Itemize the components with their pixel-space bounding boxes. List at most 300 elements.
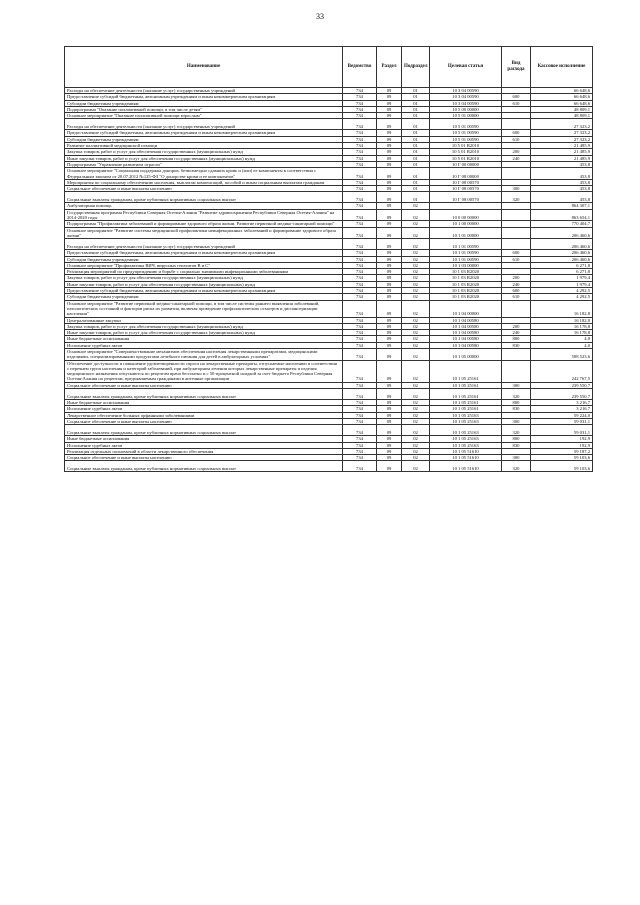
cell-ved: 734 bbox=[343, 412, 377, 418]
cell-sum: 48 809,1 bbox=[531, 113, 593, 119]
cell-vr: 600 bbox=[502, 130, 531, 136]
cell-sum: 21 485,9 bbox=[531, 143, 593, 149]
cell-csr: 10 5 01 00590 bbox=[430, 119, 502, 130]
cell-name: Государственная программа Республики Северная Осетия-Алания "Развитие здравоохранения Республики Северная Осетия-Алания" на 2014-2020 годы bbox=[65, 209, 343, 221]
cell-name: Предоставление субсидий бюджетным, автономным учреждениям и иным некоммерческим организациям bbox=[65, 94, 343, 100]
cell-sum: 59 103,6 bbox=[531, 455, 593, 461]
cell-name: Централизованные закупки bbox=[65, 317, 343, 323]
cell-csr: 10 1 01 00590 bbox=[430, 239, 502, 250]
cell-podrazdel: 02 bbox=[402, 288, 430, 294]
cell-name: Социальное обеспечение и иные выплаты населению bbox=[65, 455, 343, 461]
cell-sum: 3 216,7 bbox=[531, 406, 593, 412]
cell-podrazdel: 02 bbox=[402, 300, 430, 317]
cell-csr: 10 1 03 R2020 bbox=[430, 294, 502, 300]
cell-csr: 10 5 01 R2010 bbox=[430, 149, 502, 155]
cell-csr: 10 0 00 00000 bbox=[430, 209, 502, 221]
cell-sum: 16 182,8 bbox=[531, 300, 593, 317]
header-name: Наименование bbox=[65, 47, 343, 88]
cell-razdel: 09 bbox=[377, 186, 402, 192]
cell-sum: 206 460,6 bbox=[531, 227, 593, 239]
cell-ved: 734 bbox=[343, 227, 377, 239]
cell-vr: 600 bbox=[502, 288, 531, 294]
cell-name: Предоставление субсидий бюджетным, автономным учреждениям и иным некоммерческим организациям bbox=[65, 130, 343, 136]
cell-vr: 800 bbox=[502, 436, 531, 442]
cell-podrazdel: 02 bbox=[402, 389, 430, 400]
cell-razdel: 09 bbox=[377, 342, 402, 348]
cell-ved: 734 bbox=[343, 155, 377, 161]
cell-name: Социальные выплаты гражданам, кроме публичных нормативных социальных выплат bbox=[65, 425, 343, 436]
cell-sum: 770 404,7 bbox=[531, 221, 593, 227]
cell-vr: 830 bbox=[502, 406, 531, 412]
cell-sum: 59 103,6 bbox=[531, 461, 593, 472]
cell-ved: 734 bbox=[343, 262, 377, 268]
cell-name: Реализация мероприятий по предупреждению и борьбе с социально значимыми инфекционными заболеваниями bbox=[65, 269, 343, 275]
cell-ved: 734 bbox=[343, 239, 377, 250]
cell-name: Подпрограмма "Профилактика заболеваний и формирование здорового образа жизни. Развитие первичной медико-санитарной помощи" bbox=[65, 221, 343, 227]
cell-razdel: 09 bbox=[377, 382, 402, 388]
cell-sum: 864 307,1 bbox=[531, 203, 593, 209]
cell-sum: 21 485,9 bbox=[531, 149, 593, 155]
cell-podrazdel: 02 bbox=[402, 317, 430, 323]
cell-ved: 734 bbox=[343, 317, 377, 323]
cell-podrazdel: 02 bbox=[402, 406, 430, 412]
cell-razdel: 09 bbox=[377, 250, 402, 256]
table-row bbox=[65, 239, 593, 250]
cell-sum: 4,0 bbox=[531, 342, 593, 348]
header-podrazdel: Подраздел bbox=[402, 47, 430, 88]
cell-ved: 734 bbox=[343, 455, 377, 461]
cell-csr: 10 1 05 00000 bbox=[430, 348, 502, 360]
cell-podrazdel: 01 bbox=[402, 136, 430, 142]
cell-sum: 16 178,8 bbox=[531, 323, 593, 329]
cell-vr: 240 bbox=[502, 281, 531, 287]
cell-name: Субсидии бюджетным учреждениям bbox=[65, 100, 343, 106]
cell-csr: 10 5 01 R2010 bbox=[430, 155, 502, 161]
cell-podrazdel: 01 bbox=[402, 143, 430, 149]
cell-name: Закупка товаров, работ и услуг для обеспечения государственных (муниципальных) нужд bbox=[65, 149, 343, 155]
cell-name: Социальные выплаты гражданам, кроме публичных нормативных социальных выплат bbox=[65, 461, 343, 472]
cell-sum: 66 648,6 bbox=[531, 88, 593, 94]
cell-csr: 10 5 01 00590 bbox=[430, 136, 502, 142]
cell-csr: 10 1 04 00580 bbox=[430, 317, 502, 323]
cell-podrazdel: 01 bbox=[402, 106, 430, 112]
cell-razdel: 09 bbox=[377, 179, 402, 185]
cell-csr: 10 1 05 25163 bbox=[430, 436, 502, 442]
cell-razdel: 09 bbox=[377, 406, 402, 412]
cell-vr: 830 bbox=[502, 442, 531, 448]
cell-razdel: 09 bbox=[377, 300, 402, 317]
header-vr: Вид расхода bbox=[502, 47, 531, 88]
cell-ved: 734 bbox=[343, 436, 377, 442]
cell-name: Реализация отдельных полномочий в области лекарственного обеспечения bbox=[65, 448, 343, 454]
cell-vr: 320 bbox=[502, 389, 531, 400]
cell-razdel: 09 bbox=[377, 119, 402, 130]
cell-podrazdel: 02 bbox=[402, 461, 430, 472]
cell-csr: 10 1 05 25161 bbox=[430, 389, 502, 400]
cell-csr: 10 3 04 00590 bbox=[430, 100, 502, 106]
cell-vr: 800 bbox=[502, 336, 531, 342]
cell-vr bbox=[502, 239, 531, 250]
cell-csr: 10 1 04 00580 bbox=[430, 342, 502, 348]
cell-ved: 734 bbox=[343, 288, 377, 294]
cell-sum: 59 031,1 bbox=[531, 418, 593, 424]
cell-ved: 734 bbox=[343, 256, 377, 262]
cell-razdel: 09 bbox=[377, 227, 402, 239]
cell-csr: 10 1 05 25163 bbox=[430, 412, 502, 418]
cell-razdel: 09 bbox=[377, 461, 402, 472]
cell-razdel: 09 bbox=[377, 239, 402, 250]
cell-sum: 21 485,9 bbox=[531, 155, 593, 161]
cell-name: Основное мероприятие "Социальная поддержка доноров, безвозмездно сдавших кровь и (или) ее компоненты в соответствии с Федеральным законом от 20.07.2012 №125-ФЗ "О донорстве крови и ее компонентов" bbox=[65, 168, 343, 180]
cell-csr: 10 1 03 R2020 bbox=[430, 281, 502, 287]
cell-razdel: 09 bbox=[377, 336, 402, 342]
cell-razdel: 09 bbox=[377, 262, 402, 268]
cell-name: Закупка товаров, работ и услуг для обеспечения государственных (муниципальных) нужд bbox=[65, 323, 343, 329]
cell-razdel: 09 bbox=[377, 400, 402, 406]
cell-sum: 66 648,6 bbox=[531, 94, 593, 100]
cell-ved: 734 bbox=[343, 336, 377, 342]
cell-podrazdel: 02 bbox=[402, 418, 430, 424]
cell-ved: 734 bbox=[343, 179, 377, 185]
cell-name: Предоставление субсидий бюджетным, автономным учреждениям и иным некоммерческим организациям bbox=[65, 250, 343, 256]
cell-sum: 6 271,8 bbox=[531, 269, 593, 275]
cell-ved: 734 bbox=[343, 382, 377, 388]
cell-razdel: 09 bbox=[377, 113, 402, 119]
cell-ved: 734 bbox=[343, 348, 377, 360]
cell-ved: 734 bbox=[343, 221, 377, 227]
cell-vr bbox=[502, 168, 531, 180]
cell-razdel: 09 bbox=[377, 136, 402, 142]
cell-podrazdel: 02 bbox=[402, 250, 430, 256]
cell-razdel: 09 bbox=[377, 455, 402, 461]
cell-csr: 10 1 04 00580 bbox=[430, 330, 502, 336]
cell-ved: 734 bbox=[343, 192, 377, 203]
cell-csr: 10 1 03 R2020 bbox=[430, 288, 502, 294]
cell-csr: 10 1 01 00590 bbox=[430, 250, 502, 256]
cell-csr: 10 1 05 51610 bbox=[430, 461, 502, 472]
cell-sum: 453,8 bbox=[531, 179, 593, 185]
cell-name: Иные бюджетные ассигнования bbox=[65, 436, 343, 442]
cell-razdel: 09 bbox=[377, 389, 402, 400]
cell-csr: 10 1 05 51610 bbox=[430, 455, 502, 461]
cell-vr: 300 bbox=[502, 186, 531, 192]
cell-sum: 206 460,6 bbox=[531, 250, 593, 256]
cell-ved: 734 bbox=[343, 461, 377, 472]
cell-vr bbox=[502, 348, 531, 360]
cell-ved: 734 bbox=[343, 143, 377, 149]
cell-podrazdel: 02 bbox=[402, 239, 430, 250]
cell-sum: 6 271,8 bbox=[531, 262, 593, 268]
cell-csr: 10 1 04 00000 bbox=[430, 300, 502, 317]
cell-csr: 10 1 05 25163 bbox=[430, 418, 502, 424]
cell-name: Исполнение судебных актов bbox=[65, 442, 343, 448]
cell-podrazdel: 01 bbox=[402, 130, 430, 136]
cell-razdel: 09 bbox=[377, 418, 402, 424]
cell-name: Иные закупки товаров, работ и услуг для обеспечения государственных (муниципальных) нужд bbox=[65, 155, 343, 161]
cell-name: Социальное обеспечение и иные выплаты населению bbox=[65, 418, 343, 424]
table-row bbox=[65, 209, 593, 221]
cell-podrazdel: 01 bbox=[402, 100, 430, 106]
cell-name: Иные бюджетные ассигнования bbox=[65, 400, 343, 406]
cell-razdel: 09 bbox=[377, 203, 402, 209]
cell-ved: 734 bbox=[343, 442, 377, 448]
cell-ved: 734 bbox=[343, 136, 377, 142]
budget-table bbox=[64, 46, 593, 472]
cell-sum: 1 979,4 bbox=[531, 275, 593, 281]
cell-name: Основное мероприятие "Развитие системы медицинской профилактики неинфекционных заболеваний и формирование здорового образа жизни" bbox=[65, 227, 343, 239]
cell-podrazdel: 02 bbox=[402, 455, 430, 461]
cell-sum: 59 031,1 bbox=[531, 425, 593, 436]
cell-podrazdel: 02 bbox=[402, 256, 430, 262]
cell-vr: 300 bbox=[502, 455, 531, 461]
cell-vr: 320 bbox=[502, 425, 531, 436]
cell-sum: 59 224,0 bbox=[531, 412, 593, 418]
cell-razdel: 09 bbox=[377, 294, 402, 300]
cell-vr: 610 bbox=[502, 256, 531, 262]
cell-ved: 734 bbox=[343, 106, 377, 112]
cell-csr: 10 1 03 00000 bbox=[430, 262, 502, 268]
table-row bbox=[65, 425, 593, 436]
cell-podrazdel: 02 bbox=[402, 348, 430, 360]
cell-ved: 734 bbox=[343, 149, 377, 155]
cell-podrazdel: 01 bbox=[402, 119, 430, 130]
cell-podrazdel: 01 bbox=[402, 149, 430, 155]
cell-razdel: 09 bbox=[377, 269, 402, 275]
cell-sum: 206 460,6 bbox=[531, 239, 593, 250]
cell-ved: 734 bbox=[343, 294, 377, 300]
table-row bbox=[65, 360, 593, 382]
cell-name: Расходы на обеспечение деятельности (оказание услуг) государственных учреждений bbox=[65, 239, 343, 250]
cell-vr: 300 bbox=[502, 418, 531, 424]
cell-vr: 240 bbox=[502, 155, 531, 161]
cell-ved: 734 bbox=[343, 330, 377, 336]
cell-podrazdel: 02 bbox=[402, 400, 430, 406]
cell-vr: 600 bbox=[502, 250, 531, 256]
cell-podrazdel: 02 bbox=[402, 382, 430, 388]
cell-razdel: 09 bbox=[377, 100, 402, 106]
cell-razdel: 09 bbox=[377, 442, 402, 448]
cell-sum: 27 323,2 bbox=[531, 130, 593, 136]
cell-ved: 734 bbox=[343, 400, 377, 406]
cell-razdel: 09 bbox=[377, 425, 402, 436]
cell-csr: 10 Г 08 00570 bbox=[430, 179, 502, 185]
cell-podrazdel: 02 bbox=[402, 209, 430, 221]
cell-podrazdel: 02 bbox=[402, 323, 430, 329]
cell-razdel: 09 bbox=[377, 149, 402, 155]
cell-vr: 800 bbox=[502, 400, 531, 406]
cell-ved: 734 bbox=[343, 203, 377, 209]
cell-csr: 10 3 04 00590 bbox=[430, 94, 502, 100]
cell-csr: 10 1 05 25161 bbox=[430, 400, 502, 406]
cell-csr: 10 Г 08 00000 bbox=[430, 168, 502, 180]
table-row bbox=[65, 389, 593, 400]
cell-csr: 10 Г 00 00000 bbox=[430, 161, 502, 167]
cell-sum: 4,0 bbox=[531, 336, 593, 342]
table-row bbox=[65, 227, 593, 239]
cell-razdel: 09 bbox=[377, 281, 402, 287]
cell-name: Иные закупки товаров, работ и услуг для обеспечения государственных (муниципальных) нужд bbox=[65, 330, 343, 336]
cell-razdel: 09 bbox=[377, 88, 402, 94]
cell-podrazdel: 02 bbox=[402, 281, 430, 287]
cell-sum: 239 550,7 bbox=[531, 389, 593, 400]
cell-podrazdel: 01 bbox=[402, 192, 430, 203]
cell-name: Закупка товаров, работ и услуг для обеспечения государственных (муниципальных) нужд bbox=[65, 275, 343, 281]
cell-sum: 239 550,7 bbox=[531, 382, 593, 388]
cell-razdel: 09 bbox=[377, 161, 402, 167]
cell-podrazdel: 02 bbox=[402, 275, 430, 281]
cell-vr: 240 bbox=[502, 330, 531, 336]
cell-podrazdel: 02 bbox=[402, 442, 430, 448]
cell-vr: 300 bbox=[502, 382, 531, 388]
cell-sum: 4 292,5 bbox=[531, 288, 593, 294]
cell-ved: 734 bbox=[343, 250, 377, 256]
cell-vr: 320 bbox=[502, 461, 531, 472]
cell-razdel: 09 bbox=[377, 323, 402, 329]
cell-ved: 734 bbox=[343, 209, 377, 221]
cell-razdel: 09 bbox=[377, 288, 402, 294]
cell-name: Исполнение судебных актов bbox=[65, 406, 343, 412]
cell-razdel: 09 bbox=[377, 330, 402, 336]
cell-vr bbox=[502, 119, 531, 130]
cell-vr: 610 bbox=[502, 294, 531, 300]
header-ved: Ведомство bbox=[343, 47, 377, 88]
cell-name: Социальное обеспечение и иные выплаты населению bbox=[65, 382, 343, 388]
cell-podrazdel: 01 bbox=[402, 168, 430, 180]
table-row bbox=[65, 119, 593, 130]
cell-podrazdel: 02 bbox=[402, 227, 430, 239]
cell-name: Расходы на обеспечение деятельности (оказание услуг) государственных учреждений bbox=[65, 88, 343, 94]
cell-csr: 10 1 03 R2020 bbox=[430, 275, 502, 281]
cell-sum: 453,8 bbox=[531, 186, 593, 192]
cell-sum: 453,8 bbox=[531, 168, 593, 180]
cell-ved: 734 bbox=[343, 186, 377, 192]
cell-name: Субсидии бюджетным учреждениям bbox=[65, 294, 343, 300]
cell-sum: 3 216,7 bbox=[531, 400, 593, 406]
cell-name: Подпрограмма "Оказание паллиативной помощи, в том числе детям" bbox=[65, 106, 343, 112]
cell-csr: 10 1 05 25163 bbox=[430, 425, 502, 436]
cell-podrazdel: 02 bbox=[402, 262, 430, 268]
cell-name: Основное мероприятие "Совершенствование механизмов обеспечения населения лекарственными препаратами, медицинскими изделиями, специализированными продуктами лечебного питания для детей в амбулаторных условиях" bbox=[65, 348, 343, 360]
cell-ved: 734 bbox=[343, 300, 377, 317]
cell-razdel: 09 bbox=[377, 412, 402, 418]
cell-sum: 508 523,6 bbox=[531, 348, 593, 360]
table-row bbox=[65, 348, 593, 360]
cell-razdel: 09 bbox=[377, 192, 402, 203]
cell-name: Лекарственное обеспечение больных орфанными заболеваниями bbox=[65, 412, 343, 418]
cell-podrazdel: 02 bbox=[402, 425, 430, 436]
cell-sum: 192,9 bbox=[531, 442, 593, 448]
cell-ved: 734 bbox=[343, 342, 377, 348]
cell-sum: 453,8 bbox=[531, 161, 593, 167]
cell-podrazdel: 01 bbox=[402, 179, 430, 185]
cell-name: Амбулаторная помощь bbox=[65, 203, 343, 209]
cell-name: Основное мероприятие "Развитие первичной медико-санитарной помощи, в том числе системы раннего выявления заболеваний, патологических состояний и факторов риска их развития, включая проведение профилактических осмотров и диспансеризации населения" bbox=[65, 300, 343, 317]
cell-name: Иные закупки товаров, работ и услуг для обеспечения государственных (муниципальных) нужд bbox=[65, 281, 343, 287]
cell-razdel: 09 bbox=[377, 209, 402, 221]
cell-vr bbox=[502, 227, 531, 239]
cell-csr: 10 1 00 00000 bbox=[430, 221, 502, 227]
cell-podrazdel: 02 bbox=[402, 436, 430, 442]
cell-podrazdel: 01 bbox=[402, 161, 430, 167]
cell-csr: 10 1 01 00590 bbox=[430, 256, 502, 262]
cell-name: Обеспечение доступности и повышение удовлетворенности спроса на лекарственные препараты, отпускаемые населению в соответствии с перечнем групп населения и категорий заболеваний, при амбулаторном лечении которых лекарственные препараты и изделия медицинского назначения отпускаются по рецептам врача бесплатно и с 50-процентной скидкой за счет бюджета Республики Северная Осетия-Алания по рецептам, предъявляемым гражданами в аптечные организации bbox=[65, 360, 343, 382]
cell-vr: 610 bbox=[502, 136, 531, 142]
cell-csr: 10 5 01 00000 bbox=[430, 113, 502, 119]
cell-ved: 734 bbox=[343, 406, 377, 412]
cell-podrazdel: 02 bbox=[402, 342, 430, 348]
cell-podrazdel: 02 bbox=[402, 360, 430, 382]
header-razdel: Раздел bbox=[377, 47, 402, 88]
cell-razdel: 09 bbox=[377, 168, 402, 180]
cell-name: Подпрограмма "Управление развитием отрасли" bbox=[65, 161, 343, 167]
cell-csr: 10 1 01 00000 bbox=[430, 227, 502, 239]
cell-ved: 734 bbox=[343, 161, 377, 167]
cell-ved: 734 bbox=[343, 269, 377, 275]
cell-csr: 10 1 05 25161 bbox=[430, 382, 502, 388]
cell-sum: 16 182,8 bbox=[531, 317, 593, 323]
cell-csr: 10 5 00 00000 bbox=[430, 106, 502, 112]
cell-vr bbox=[502, 209, 531, 221]
cell-ved: 734 bbox=[343, 88, 377, 94]
cell-podrazdel: 02 bbox=[402, 448, 430, 454]
cell-name: Основное мероприятие "Оказание паллиативной помощи взрослым" bbox=[65, 113, 343, 119]
cell-ved: 734 bbox=[343, 168, 377, 180]
cell-razdel: 09 bbox=[377, 360, 402, 382]
cell-sum: 1 979,4 bbox=[531, 281, 593, 287]
cell-vr: 600 bbox=[502, 94, 531, 100]
cell-csr: 10 1 05 25161 bbox=[430, 406, 502, 412]
table-row bbox=[65, 168, 593, 180]
cell-name: Социальные выплаты гражданам, кроме публичных нормативных социальных выплат bbox=[65, 389, 343, 400]
cell-razdel: 09 bbox=[377, 130, 402, 136]
cell-podrazdel: 02 bbox=[402, 336, 430, 342]
cell-razdel: 09 bbox=[377, 155, 402, 161]
cell-csr: 10 1 04 00580 bbox=[430, 336, 502, 342]
cell-name: Расходы на обеспечение деятельности (оказание услуг) государственных учреждений bbox=[65, 119, 343, 130]
table-row bbox=[65, 300, 593, 317]
cell-razdel: 09 bbox=[377, 348, 402, 360]
table-row bbox=[65, 192, 593, 203]
cell-sum: 48 809,1 bbox=[531, 106, 593, 112]
cell-ved: 734 bbox=[343, 100, 377, 106]
cell-razdel: 09 bbox=[377, 143, 402, 149]
cell-name: Субсидии бюджетным учреждениям bbox=[65, 256, 343, 262]
cell-ved: 734 bbox=[343, 281, 377, 287]
cell-name: Основное мероприятие "Профилактика ВИЧ, вирусных гепатитов В и С" bbox=[65, 262, 343, 268]
cell-name: Предоставление субсидий бюджетным, автономным учреждениям и иным некоммерческим организациям bbox=[65, 288, 343, 294]
cell-sum: 66 648,6 bbox=[531, 100, 593, 106]
cell-sum: 863 654,1 bbox=[531, 209, 593, 221]
cell-podrazdel: 01 bbox=[402, 94, 430, 100]
cell-razdel: 09 bbox=[377, 221, 402, 227]
cell-ved: 734 bbox=[343, 448, 377, 454]
cell-csr: 10 1 05 25163 bbox=[430, 442, 502, 448]
cell-podrazdel: 02 bbox=[402, 412, 430, 418]
cell-podrazdel: 02 bbox=[402, 269, 430, 275]
cell-ved: 734 bbox=[343, 360, 377, 382]
cell-razdel: 09 bbox=[377, 448, 402, 454]
cell-name: Иные бюджетные ассигнования bbox=[65, 336, 343, 342]
cell-name: Социальное обеспечение и иные выплаты населению bbox=[65, 186, 343, 192]
cell-sum: 27 323,2 bbox=[531, 119, 593, 130]
cell-razdel: 09 bbox=[377, 256, 402, 262]
cell-podrazdel: 01 bbox=[402, 186, 430, 192]
cell-vr: 200 bbox=[502, 149, 531, 155]
cell-csr: 10 5 01 R2010 bbox=[430, 143, 502, 149]
cell-sum: 242 767,5 bbox=[531, 360, 593, 382]
cell-csr: 10 1 04 00580 bbox=[430, 323, 502, 329]
cell-sum: 192,9 bbox=[531, 436, 593, 442]
